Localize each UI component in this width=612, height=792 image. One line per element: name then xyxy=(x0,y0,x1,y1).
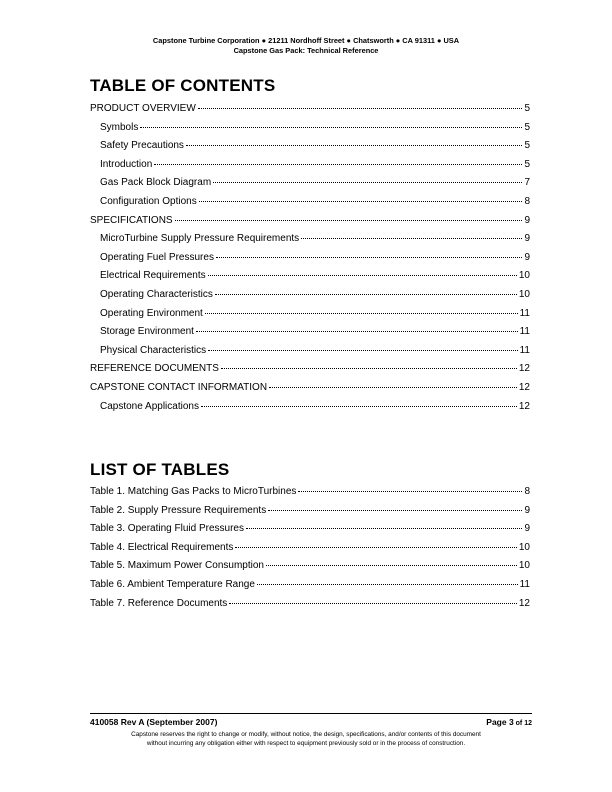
entry-page-number: 7 xyxy=(524,177,530,189)
dot-leader xyxy=(257,584,518,585)
entry-label: Symbols xyxy=(100,121,139,133)
entry-label: Operating Environment xyxy=(100,307,203,319)
entry-label: Table 5. Maximum Power Consumption xyxy=(90,560,264,572)
dot-leader xyxy=(205,313,518,314)
entry-page-number: 11 xyxy=(519,344,530,356)
entry-page-number: 12 xyxy=(518,597,530,609)
disclaimer xyxy=(0,730,612,748)
company-address-line: Capstone Turbine Corporation ● 21211 Nordhoff Street ● Chatsworth ● CA 91311 ● USA xyxy=(152,36,460,45)
disclaimer-line: without incurring any obligation either with respect to equipment previously sold or in the process of construction. xyxy=(146,740,466,747)
entry-label: Table 3. Operating Fluid Pressures xyxy=(90,523,244,535)
dot-leader xyxy=(175,220,523,221)
entry-page-number: 5 xyxy=(524,121,530,133)
page-current: 3 xyxy=(508,717,514,727)
entry-label: Table 7. Reference Documents xyxy=(90,597,228,609)
dot-leader xyxy=(201,406,517,407)
page-total: of 12 xyxy=(513,720,532,727)
entry-page-number: 9 xyxy=(524,523,530,535)
toc-entry[interactable] xyxy=(90,270,530,289)
dot-leader xyxy=(154,164,522,165)
dot-leader xyxy=(269,387,517,388)
page-header xyxy=(0,36,612,56)
entry-page-number: 9 xyxy=(524,233,530,245)
footer-divider xyxy=(90,713,532,714)
dot-leader xyxy=(199,201,523,202)
dot-leader xyxy=(215,294,517,295)
entry-page-number: 5 xyxy=(524,103,530,114)
entry-label: Introduction xyxy=(100,158,153,170)
dot-leader xyxy=(216,257,522,258)
entry-label: Table 6. Ambient Temperature Range xyxy=(90,578,255,590)
entry-label: Capstone Applications xyxy=(100,400,199,412)
entry-page-number: 5 xyxy=(524,158,530,170)
entry-label: Gas Pack Block Diagram xyxy=(100,177,212,189)
entry-page-number: 11 xyxy=(519,578,530,590)
table-list-entry[interactable] xyxy=(90,560,530,579)
toc-entry[interactable] xyxy=(90,233,530,252)
table-list-entry[interactable] xyxy=(90,542,530,561)
dot-leader xyxy=(266,565,517,566)
entry-page-number: 9 xyxy=(524,504,530,516)
entry-page-number: 10 xyxy=(518,541,530,553)
document-revision: 410058 Rev A (September 2007) xyxy=(90,717,218,727)
entry-page-number: 10 xyxy=(518,288,530,300)
entry-label: Safety Precautions xyxy=(100,140,184,152)
entry-label: REFERENCE DOCUMENTS xyxy=(90,363,219,375)
dot-leader xyxy=(208,275,517,276)
toc-entry[interactable] xyxy=(90,177,530,196)
table-list-entry[interactable] xyxy=(90,486,530,505)
toc-entry[interactable] xyxy=(90,326,530,345)
list-of-tables-heading: LIST OF TABLES xyxy=(90,460,230,479)
toc-entry[interactable] xyxy=(90,140,530,159)
dot-leader xyxy=(229,603,517,604)
entry-label: Configuration Options xyxy=(100,195,197,207)
toc-entry[interactable] xyxy=(90,345,530,364)
dot-leader xyxy=(186,145,523,146)
entry-label: Operating Fuel Pressures xyxy=(100,251,214,263)
entry-page-number: 12 xyxy=(518,381,530,393)
toc-heading: TABLE OF CONTENTS xyxy=(90,76,276,95)
entry-label: Table 4. Electrical Requirements xyxy=(90,541,234,553)
toc-entry[interactable] xyxy=(90,382,530,401)
entry-page-number: 5 xyxy=(524,140,530,152)
entry-page-number: 12 xyxy=(518,363,530,375)
toc-entry[interactable] xyxy=(90,159,530,178)
entry-page-number: 8 xyxy=(524,486,530,497)
dot-leader xyxy=(301,238,522,239)
entry-label: MicroTurbine Supply Pressure Requirements xyxy=(100,233,300,245)
entry-label: Electrical Requirements xyxy=(100,270,206,282)
table-list-entry[interactable] xyxy=(90,505,530,524)
toc-entry[interactable] xyxy=(90,363,530,382)
entry-page-number: 10 xyxy=(518,560,530,572)
disclaimer-line: Capstone reserves the right to change or modify, without notice, the design, specifications, and/or contents of this document xyxy=(131,731,481,738)
dot-leader xyxy=(268,510,522,511)
page-number xyxy=(486,717,532,727)
list-of-tables xyxy=(90,486,530,616)
entry-label: Physical Characteristics xyxy=(100,344,207,356)
dot-leader xyxy=(196,331,518,332)
toc-entry[interactable] xyxy=(90,401,530,420)
entry-page-number: 11 xyxy=(519,326,530,338)
dot-leader xyxy=(140,127,522,128)
entry-page-number: 9 xyxy=(524,251,530,263)
document-title-line: Capstone Gas Pack: Technical Reference xyxy=(233,46,379,55)
toc-list xyxy=(90,103,530,419)
dot-leader xyxy=(298,491,522,492)
dot-leader xyxy=(246,528,522,529)
entry-label: Storage Environment xyxy=(100,326,194,338)
page-word: Page xyxy=(486,717,509,727)
table-list-entry[interactable] xyxy=(90,598,530,617)
toc-entry[interactable] xyxy=(90,308,530,327)
entry-page-number: 11 xyxy=(519,307,530,319)
toc-entry[interactable] xyxy=(90,122,530,141)
toc-entry[interactable] xyxy=(90,103,530,122)
entry-label: Table 2. Supply Pressure Requirements xyxy=(90,504,267,516)
table-list-entry[interactable] xyxy=(90,523,530,542)
dot-leader xyxy=(198,108,523,109)
entry-label: PRODUCT OVERVIEW xyxy=(90,103,196,114)
toc-entry[interactable] xyxy=(90,196,530,215)
dot-leader xyxy=(208,350,517,351)
dot-leader xyxy=(221,368,517,369)
entry-page-number: 8 xyxy=(524,195,530,207)
entry-label: CAPSTONE CONTACT INFORMATION xyxy=(90,381,268,393)
entry-label: Table 1. Matching Gas Packs to MicroTurbines xyxy=(90,486,297,497)
table-list-entry[interactable] xyxy=(90,579,530,598)
dot-leader xyxy=(213,182,522,183)
toc-entry[interactable] xyxy=(90,289,530,308)
dot-leader xyxy=(235,547,516,548)
entry-page-number: 12 xyxy=(518,400,530,412)
entry-label: SPECIFICATIONS xyxy=(90,214,173,226)
toc-entry[interactable] xyxy=(90,215,530,234)
entry-page-number: 10 xyxy=(518,270,530,282)
toc-entry[interactable] xyxy=(90,252,530,271)
entry-label: Operating Characteristics xyxy=(100,288,213,300)
entry-page-number: 9 xyxy=(524,214,530,226)
